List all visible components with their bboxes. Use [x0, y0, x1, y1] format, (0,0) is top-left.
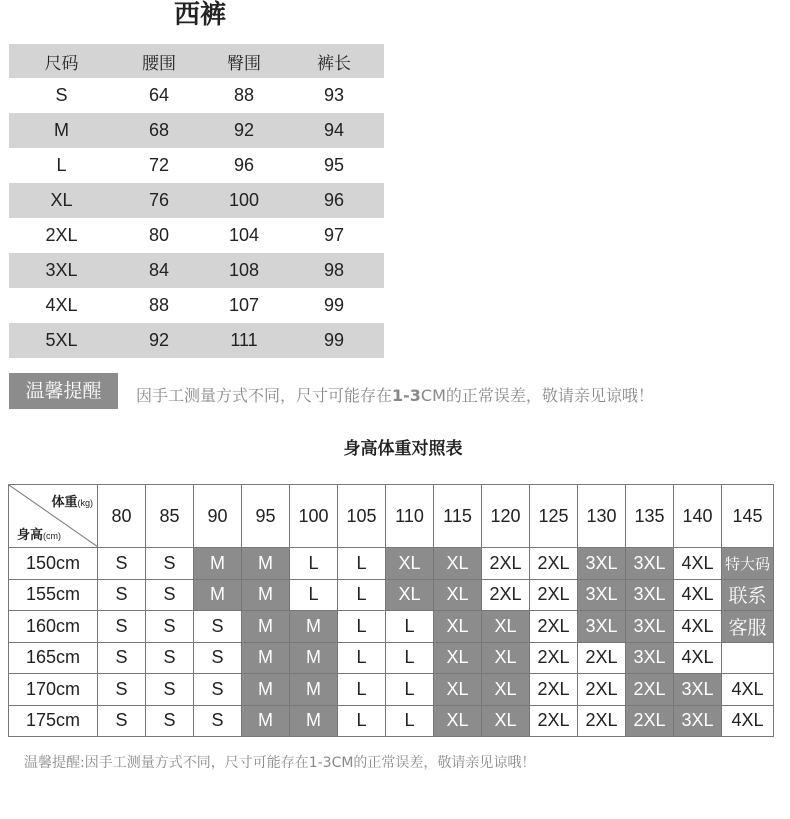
- size-header-row: [9, 44, 384, 78]
- size-recommendation-cell: 2XL: [530, 579, 578, 611]
- size-cell: 100: [204, 183, 284, 218]
- height-label-cell: 175cm: [9, 705, 98, 737]
- size-cell: M: [9, 113, 114, 148]
- size-recommendation-cell: S: [98, 611, 146, 643]
- height-row: [9, 548, 774, 580]
- corner-cell: [9, 485, 98, 548]
- size-recommendation-cell: XL: [482, 611, 530, 643]
- size-recommendation-cell: M: [290, 642, 338, 674]
- size-recommendation-cell: 4XL: [674, 642, 722, 674]
- size-recommendation-cell: 2XL: [578, 705, 626, 737]
- size-cell: 88: [233, 85, 255, 105]
- size-recommendation-cell: L: [338, 548, 386, 580]
- size-recommendation-cell: M: [242, 579, 290, 611]
- height-row: [9, 611, 774, 643]
- height-label-cell: 155cm: [9, 579, 98, 611]
- size-recommendation-cell: 2XL: [626, 674, 674, 706]
- size-header-cell: 腰围: [114, 44, 204, 78]
- size-recommendation-cell: M: [242, 642, 290, 674]
- size-recommendation-cell: S: [98, 705, 146, 737]
- size-recommendation-cell: XL: [386, 548, 434, 580]
- size-recommendation-cell: S: [146, 579, 194, 611]
- size-recommendation-cell: M: [290, 674, 338, 706]
- size-cell: 5XL: [9, 323, 114, 358]
- size-cell: 97: [323, 225, 345, 245]
- size-recommendation-cell: S: [194, 705, 242, 737]
- size-row: [9, 78, 384, 113]
- size-row: [9, 253, 384, 288]
- height-label-cell: 150cm: [9, 548, 98, 580]
- size-recommendation-cell: XL: [434, 611, 482, 643]
- size-cell: 99: [323, 295, 345, 315]
- height-label-cell: 160cm: [9, 611, 98, 643]
- size-recommendation-cell: S: [194, 642, 242, 674]
- size-recommendation-cell: S: [146, 674, 194, 706]
- size-recommendation-cell: S: [98, 579, 146, 611]
- weight-header-cell: 120: [482, 485, 530, 548]
- size-recommendation-cell: M: [242, 705, 290, 737]
- height-row: [9, 579, 774, 611]
- size-recommendation-cell: 4XL: [674, 611, 722, 643]
- size-recommendation-cell: 2XL: [578, 674, 626, 706]
- size-cell: 111: [204, 323, 284, 358]
- height-label-cell: 165cm: [9, 642, 98, 674]
- size-cell: 94: [284, 113, 384, 148]
- size-recommendation-cell: 4XL: [722, 705, 774, 737]
- size-recommendation-cell: S: [194, 611, 242, 643]
- height-weight-table: [8, 484, 774, 737]
- size-recommendation-cell: S: [146, 705, 194, 737]
- size-recommendation-cell: L: [338, 579, 386, 611]
- size-cell: 92: [114, 323, 204, 358]
- size-row: [9, 288, 384, 323]
- weight-header-cell: 95: [242, 485, 290, 548]
- size-header-cell: 尺码: [9, 44, 114, 78]
- size-cell: 92: [204, 113, 284, 148]
- weight-header-cell: 145: [722, 485, 774, 548]
- height-label-cell: 170cm: [9, 674, 98, 706]
- size-recommendation-cell: 4XL: [674, 548, 722, 580]
- size-cell: 99: [284, 323, 384, 358]
- size-recommendation-cell: XL: [434, 579, 482, 611]
- size-cell: 4XL: [45, 295, 78, 315]
- size-recommendation-cell: 3XL: [674, 705, 722, 737]
- size-table: [9, 44, 384, 358]
- size-recommendation-cell: XL: [386, 579, 434, 611]
- size-recommendation-cell: 3XL: [674, 674, 722, 706]
- weight-header-cell: 140: [674, 485, 722, 548]
- size-recommendation-cell: 2XL: [482, 548, 530, 580]
- size-cell: 2XL: [45, 225, 78, 245]
- size-cell: 93: [323, 85, 345, 105]
- size-row: [9, 113, 384, 148]
- size-recommendation-cell: 3XL: [578, 579, 626, 611]
- chart-title: 身高体重对照表: [343, 439, 463, 459]
- size-recommendation-cell: S: [98, 642, 146, 674]
- tip-text: 因手工测量方式不同，尺寸可能存在1-3CM的正常误差，敬请亲见谅哦！: [136, 386, 654, 405]
- size-recommendation-cell: L: [386, 674, 434, 706]
- size-cell: 107: [228, 295, 260, 315]
- size-recommendation-cell: XL: [434, 548, 482, 580]
- size-recommendation-cell: S: [146, 611, 194, 643]
- weight-header-row: [9, 485, 774, 548]
- size-recommendation-cell: S: [146, 642, 194, 674]
- size-recommendation-cell: S: [98, 674, 146, 706]
- size-recommendation-cell: XL: [482, 642, 530, 674]
- size-recommendation-cell: 客服: [722, 611, 774, 643]
- size-recommendation-cell: L: [386, 642, 434, 674]
- size-recommendation-cell: M: [242, 548, 290, 580]
- size-recommendation-cell: 2XL: [578, 642, 626, 674]
- size-cell: S: [55, 85, 68, 105]
- size-recommendation-cell: M: [194, 579, 242, 611]
- size-recommendation-cell: L: [338, 611, 386, 643]
- tip-badge: 温馨提醒: [9, 373, 118, 409]
- height-row: [9, 642, 774, 674]
- weight-header-cell: 85: [146, 485, 194, 548]
- weight-header-cell: 90: [194, 485, 242, 548]
- weight-header-cell: 100: [290, 485, 338, 548]
- size-row: [9, 323, 384, 358]
- size-recommendation-cell: L: [338, 705, 386, 737]
- size-header-cell: 臀围: [204, 44, 284, 78]
- size-recommendation-cell: 4XL: [674, 579, 722, 611]
- size-cell: 108: [204, 253, 284, 288]
- size-recommendation-cell: L: [338, 674, 386, 706]
- size-cell: 104: [228, 225, 260, 245]
- size-recommendation-cell: L: [290, 548, 338, 580]
- weight-header-cell: 125: [530, 485, 578, 548]
- weight-header-cell: 80: [98, 485, 146, 548]
- size-recommendation-cell: S: [146, 548, 194, 580]
- weight-header-cell: 130: [578, 485, 626, 548]
- size-recommendation-cell: XL: [434, 674, 482, 706]
- size-recommendation-cell: 特大码: [722, 548, 774, 580]
- size-recommendation-cell: 2XL: [482, 579, 530, 611]
- height-axis-label: 身高(cm): [17, 527, 62, 542]
- size-recommendation-cell: L: [338, 642, 386, 674]
- size-cell: 68: [114, 113, 204, 148]
- size-recommendation-cell: M: [242, 674, 290, 706]
- size-cell: L: [56, 155, 67, 175]
- size-cell: 98: [284, 253, 384, 288]
- size-row: [9, 218, 384, 253]
- weight-header-cell: 115: [434, 485, 482, 548]
- size-recommendation-cell: 联系: [722, 579, 774, 611]
- size-recommendation-cell: M: [290, 705, 338, 737]
- size-recommendation-cell: 3XL: [626, 642, 674, 674]
- size-recommendation-cell: 3XL: [578, 548, 626, 580]
- size-cell: 96: [233, 155, 255, 175]
- footer-note: 温馨提醒:因手工测量方式不同，尺寸可能存在1-3CM的正常误差，敬请亲见谅哦！: [24, 755, 536, 771]
- size-recommendation-cell: S: [98, 548, 146, 580]
- size-cell: 72: [148, 155, 170, 175]
- size-recommendation-cell: S: [194, 674, 242, 706]
- size-cell: 64: [148, 85, 170, 105]
- size-row: [9, 148, 384, 183]
- size-recommendation-cell: 2XL: [530, 705, 578, 737]
- weight-header-cell: 105: [338, 485, 386, 548]
- size-recommendation-cell: 3XL: [626, 579, 674, 611]
- size-recommendation-cell: 2XL: [530, 674, 578, 706]
- size-recommendation-cell: [722, 642, 774, 674]
- size-recommendation-cell: 3XL: [626, 548, 674, 580]
- size-recommendation-cell: M: [290, 611, 338, 643]
- tip-range: 1-3: [392, 386, 421, 405]
- size-recommendation-cell: L: [290, 579, 338, 611]
- size-cell: 84: [114, 253, 204, 288]
- size-cell: 88: [148, 295, 170, 315]
- size-row: [9, 183, 384, 218]
- size-recommendation-cell: XL: [482, 674, 530, 706]
- size-cell: 96: [284, 183, 384, 218]
- height-row: [9, 705, 774, 737]
- size-recommendation-cell: 2XL: [530, 548, 578, 580]
- size-recommendation-cell: XL: [434, 705, 482, 737]
- size-recommendation-cell: L: [386, 611, 434, 643]
- size-recommendation-cell: 2XL: [530, 611, 578, 643]
- size-recommendation-cell: 4XL: [722, 674, 774, 706]
- size-header-cell: 裤长: [284, 44, 384, 78]
- size-cell: 76: [114, 183, 204, 218]
- weight-header-cell: 110: [386, 485, 434, 548]
- size-recommendation-cell: XL: [434, 642, 482, 674]
- size-cell: 3XL: [9, 253, 114, 288]
- weight-axis-label: 体重(kg): [51, 494, 93, 509]
- size-recommendation-cell: XL: [482, 705, 530, 737]
- size-recommendation-cell: 2XL: [626, 705, 674, 737]
- height-row: [9, 674, 774, 706]
- weight-header-cell: 135: [626, 485, 674, 548]
- size-recommendation-cell: 3XL: [578, 611, 626, 643]
- size-cell: 80: [148, 225, 170, 245]
- page-title: 西裤: [173, 0, 226, 30]
- size-recommendation-cell: 2XL: [530, 642, 578, 674]
- size-cell: 95: [323, 155, 345, 175]
- size-recommendation-cell: M: [194, 548, 242, 580]
- size-cell: XL: [9, 183, 114, 218]
- size-recommendation-cell: 3XL: [626, 611, 674, 643]
- size-recommendation-cell: L: [386, 705, 434, 737]
- size-recommendation-cell: M: [242, 611, 290, 643]
